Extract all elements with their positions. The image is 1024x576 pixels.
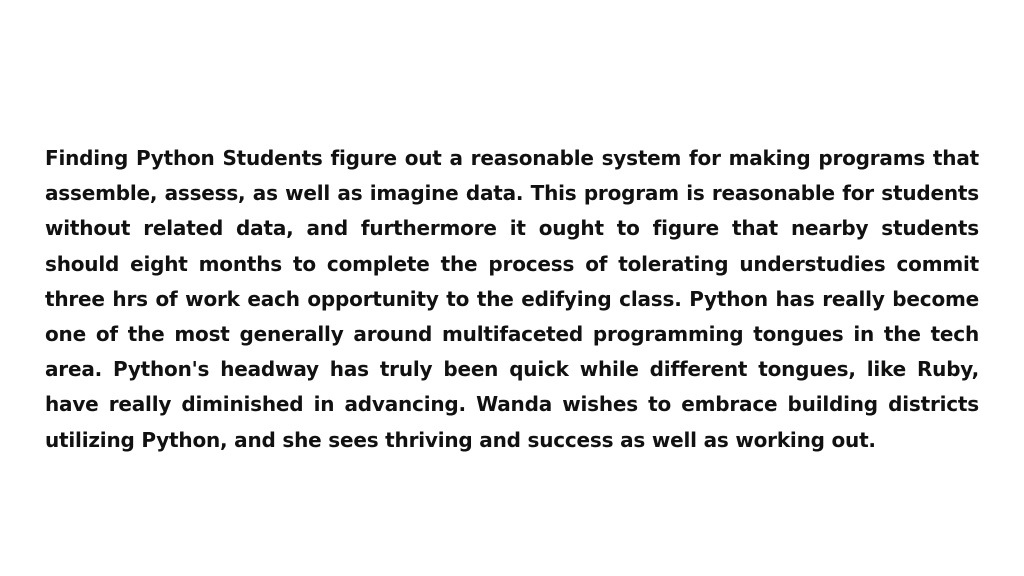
body-paragraph: Finding Python Students figure out a reasonable system for making programs that assemble, assess, as well as imagine data. This program is reasonable for students without related data, and furthermore it ought to figure that nearby students should eight months to complete the process of tolerating understudies commit three hrs of work each opportunity to the edifying class. Python has really become one of the most generally around multifaceted programming tongues in the tech area. Python's headway has truly been quick while different tongues, like Ruby, have really diminished in advancing. Wanda wishes to embrace building districts utilizing Python, and she sees thriving and success as well as working out. (45, 146, 979, 452)
